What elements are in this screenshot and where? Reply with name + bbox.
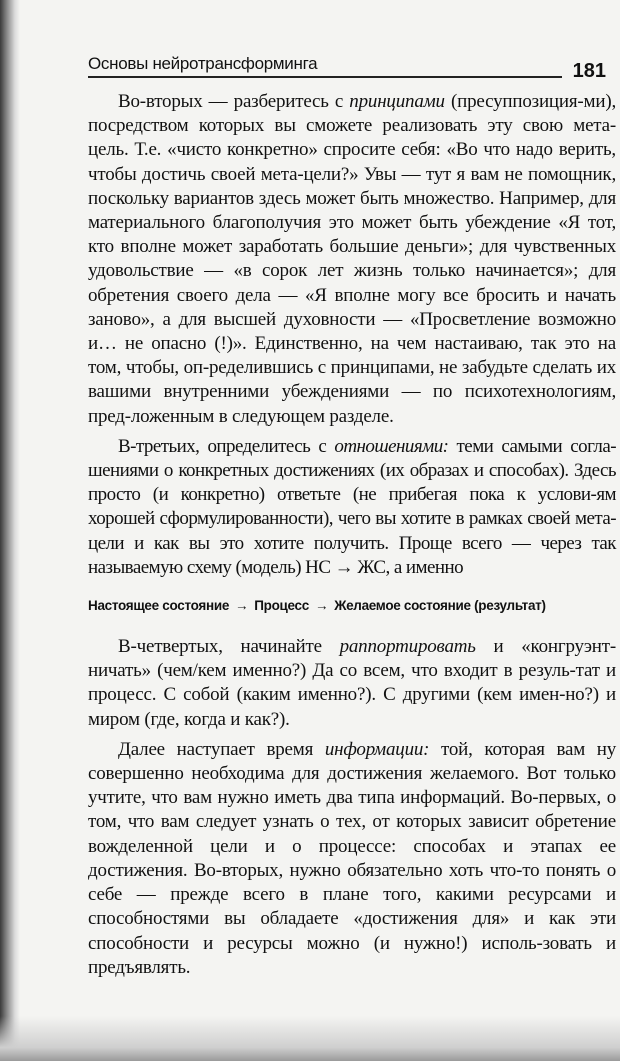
header-rule: [88, 76, 562, 78]
paragraph-text: Во-вторых — разберитесь с: [118, 91, 350, 112]
paragraph-principles: [88, 90, 616, 429]
emphasis-term: отношениями:: [334, 435, 449, 457]
emphasis-term: информации:: [324, 738, 430, 760]
page-number: 181: [572, 60, 606, 82]
state-process-schema: [88, 598, 616, 613]
running-title: Основы нейротрансформинга: [88, 54, 318, 73]
schema-desired-state: Желаемое состояние (результат): [334, 598, 546, 614]
page-header: [88, 54, 614, 88]
paragraph-text: той, которая вам ну совершенно необходима для достижения желаемого. Вот только учтите, что вам нужно иметь два типа информаций. Во-первых, о том, что вам следует узнать о тех, от которых зависит обретение вожделенной цели и о процессе: способах и этапах ее достижения. Во-вторых, нужно обязательно хоть что-то понять о себе — прежде всего в плане того, какими ресурсами и способностями вы обладаете «достижения для» и как эти способности и ресурсы можно (и нужно!) исполь-зовать и предъявлять.: [88, 738, 616, 978]
paragraph-rapport: [88, 635, 616, 732]
paragraph-text: (пресуппозиция-ми), посредством которых вы сможете реализовать эту свою мета-цель. Т.е. «чисто конкретно» спросите себя: «Во что надо верить, чтобы достичь своей мета-цели?» Увы — тут я вам не помощник, поскольку вариантов здесь может быть множество. Например, для материального благополучия это может быть убеждение «Я тот, кто вполне может заработать большие деньги»; для чувственных удовольствие — «в сорок лет жизнь только начинается»; для обретения своего дела — «Я вполне могу все бросить и начать заново», а для высшей духовности — «Просветление возможно и… не опасно (!)». Единственно, на чем настаиваю, так это на том, чтобы, оп-ределившись с принципами, не забудьте сделать их вашими внутренними убеждениями — по психотехнологиям, пред-ложенным в следующем разделе.: [88, 91, 616, 427]
paragraph-information: [88, 738, 616, 980]
arrow-right-icon: →: [235, 598, 249, 614]
paragraph-relations: [88, 435, 616, 580]
paragraph-text: теми самыми согла-шениями о конкретных достижениях (их образах и способах). Здесь просто (и конкретно) ответьте (не прибегая пока к услови-ям хорошей сформулированности), чего вы хотите в рамках своей мета-цели и как вы это хотите получить. Проще всего — через так называемую схему (модель) НС → ЖС, а именно: [88, 435, 616, 578]
paragraph-text: Далее наступает время: [118, 738, 325, 760]
schema-current-state: Настоящее состояние: [88, 598, 230, 614]
page-gutter-shadow: [0, 0, 20, 1061]
paragraph-text: В-третьих, определитесь с: [118, 435, 335, 457]
emphasis-term: принципами: [349, 91, 445, 112]
paragraph-text: В-четвертых, начинайте: [118, 636, 340, 658]
schema-process: Процесс: [254, 598, 309, 614]
emphasis-term: раппортировать: [339, 636, 476, 658]
paragraph-text: и «конгруэнт-ничать» (чем/кем именно?) Да со всем, что входит в резуль-тат и процесс. С собой (каким именно?). С другими (кем имен-но?) и миром (где, когда и как?).: [88, 636, 616, 730]
page-body: [88, 90, 616, 986]
arrow-right-icon: →: [314, 598, 329, 614]
page-bottom-shadow: [0, 1016, 620, 1061]
